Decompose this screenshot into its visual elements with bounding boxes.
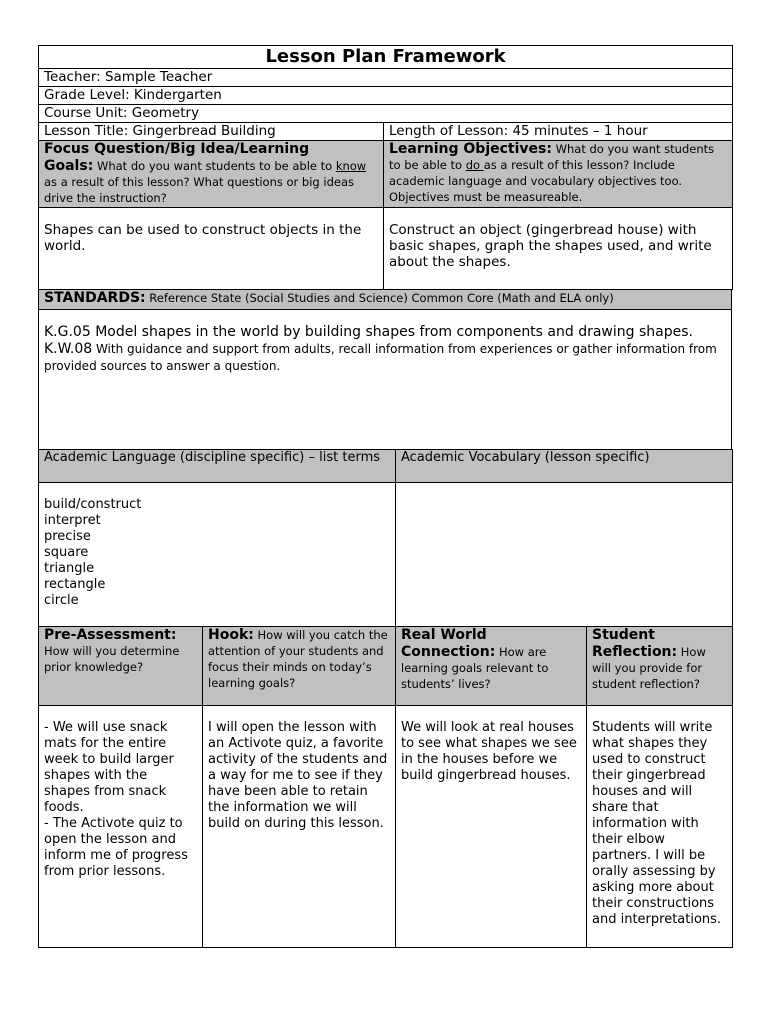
academic-language-header: Academic Language (discipline specific) – list terms xyxy=(39,450,396,483)
pre-assessment-body: - We will use snack mats for the entire week to build larger shapes with the shapes from snack foods. - The Activote quiz to open the lesson and inform me of progress from prior lessons. xyxy=(39,706,203,948)
real-world-body: We will look at real houses to see what shapes we see in the houses before we build gingerbread houses. xyxy=(396,706,587,948)
lesson-title-field: Lesson Title: Gingerbread Building xyxy=(39,123,384,141)
header-table xyxy=(38,45,733,290)
grade-field: Grade Level: Kindergarten xyxy=(39,87,733,105)
term-item: interpret xyxy=(44,513,101,528)
term-item: circle xyxy=(44,593,79,608)
pre-assessment-header: Pre-Assessment: How will you determine prior knowledge? xyxy=(39,627,203,706)
standard-kg05: K.G.05 Model shapes in the world by building shapes from components and drawing shapes. xyxy=(44,324,693,340)
academic-language-list xyxy=(39,483,396,627)
student-reflection-body: Students will write what shapes they used to construct their gingerbread houses and will share that information with their elbow partners. I will be orally assessing by asking more about their constructions and interpretations. xyxy=(587,706,733,948)
standards-body xyxy=(39,310,732,450)
academic-vocabulary-header: Academic Vocabulary (lesson specific) xyxy=(396,450,733,483)
unit-field: Course Unit: Geometry xyxy=(39,105,733,123)
student-reflection-header: Student Reflection: How will you provide for student reflection? xyxy=(587,627,733,706)
term-item: rectangle xyxy=(44,577,106,592)
academic-vocabulary-body xyxy=(396,483,733,627)
term-item: square xyxy=(44,545,89,560)
standards-table xyxy=(38,289,732,450)
objectives-answer: Construct an object (gingerbread house) with basic shapes, graph the shapes used, and write about the shapes. xyxy=(384,208,733,290)
real-world-header: Real World Connection: How are learning goals relevant to students’ lives? xyxy=(396,627,587,706)
hook-header: Hook: How will you catch the attention of your students and focus their minds on today’s learning goals? xyxy=(203,627,396,706)
standard-kw08: K.W.08 With guidance and support from adults, recall information from experiences or gather information from provided sources to answer a question. xyxy=(44,341,717,373)
activities-table xyxy=(38,626,733,948)
lesson-length-field: Length of Lesson: 45 minutes – 1 hour xyxy=(384,123,733,141)
focus-question-header: Focus Question/Big Idea/Learning Goals: What do you want students to be able to know as a result of this lesson? What questions or big ideas drive the instruction? xyxy=(39,141,384,208)
academic-table xyxy=(38,449,733,627)
hook-body: I will open the lesson with an Activote quiz, a favorite activity of the students and a way for me to see if they have been able to retain the information we will build on during this lesson. xyxy=(203,706,396,948)
standards-header: STANDARDS: Reference State (Social Studies and Science) Common Core (Math and ELA only) xyxy=(39,290,732,310)
teacher-field: Teacher: Sample Teacher xyxy=(39,69,733,87)
term-item: triangle xyxy=(44,561,95,576)
document-title: Lesson Plan Framework xyxy=(39,46,733,69)
lesson-plan-document xyxy=(38,45,732,948)
term-item: build/construct xyxy=(44,497,142,512)
focus-answer: Shapes can be used to construct objects in the world. xyxy=(39,208,384,290)
term-item: precise xyxy=(44,529,91,544)
learning-objectives-header: Learning Objectives: What do you want students to be able to do as a result of this lesson? Include academic language and vocabulary objectives too. Objectives must be measureable. xyxy=(384,141,733,208)
